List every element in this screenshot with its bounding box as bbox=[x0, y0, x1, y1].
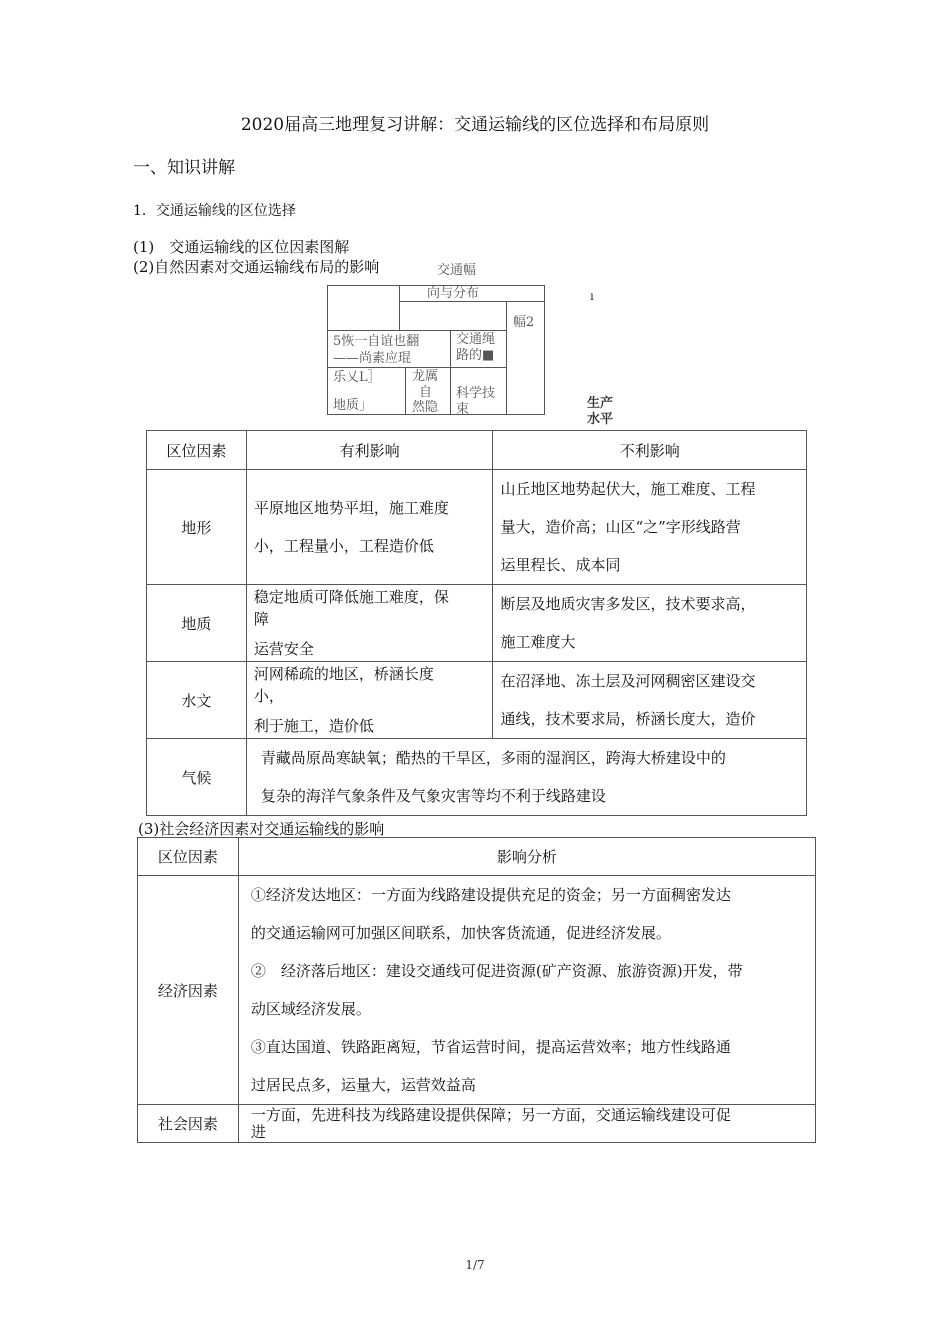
header-analysis: 影响分析 bbox=[238, 838, 815, 876]
row-good-line: 小，工程量小，工程造价低 bbox=[253, 537, 434, 555]
table-row bbox=[138, 876, 816, 1105]
row-bad-line: 断层及地质灾害多发区，技术要求高， bbox=[500, 595, 756, 613]
row-bad-line: 施工难度大 bbox=[500, 633, 576, 651]
row-good-line: 障 bbox=[253, 610, 269, 628]
header-factor: 区位因素 bbox=[138, 838, 239, 876]
row-analysis-line: ①经济发达地区：一方面为线路建设提供充足的资金；另一方面稠密发达 bbox=[250, 886, 731, 904]
diagram-row1-mid-a: 交通绳 bbox=[456, 332, 496, 347]
header-favorable: 有利影响 bbox=[246, 431, 493, 470]
row-good-line: 利于施工，造价低 bbox=[253, 717, 374, 735]
row-analysis-line: 的交通运输网可加强区间联系，加快客货流通，促进经济发展。 bbox=[250, 924, 671, 942]
item-2: (2)自然因素对交通运输线布局的影响 bbox=[133, 258, 380, 276]
header-unfavorable: 不利影响 bbox=[493, 431, 807, 470]
diagram-row2-a: 乐乂L］ bbox=[333, 370, 381, 385]
table-header-row bbox=[147, 431, 807, 470]
diagram-mark: ı bbox=[590, 289, 594, 303]
diagram-right-label: 幅2 bbox=[513, 315, 535, 330]
diagram-mid-box bbox=[399, 301, 507, 331]
table-row bbox=[147, 662, 807, 739]
overlap-label: 交通幅 bbox=[437, 263, 477, 278]
row-merged-line: 复杂的海洋气象条件及气象灾害等均不利于线路建设 bbox=[260, 787, 606, 805]
row-analysis-line: ② 经济落后地区：建设交通线可促进资源(矿产资源、旅游资源)开发，带 bbox=[250, 962, 743, 980]
row-good-line: 稳定地质可降低施工难度，保 bbox=[253, 588, 449, 606]
item-3: (3)社会经济因素对交通运输线的影响 bbox=[138, 820, 385, 838]
row-analysis-line: 过居民点多，运量大，运营效益高 bbox=[250, 1076, 476, 1094]
diagram-row2-b: 地质」 bbox=[333, 398, 373, 413]
table-row bbox=[138, 1105, 816, 1143]
section-heading: 一、知识讲解 bbox=[133, 158, 235, 178]
item-1: (1) 交通运输线的区位因素图解 bbox=[133, 238, 350, 256]
diagram-side-a: 生产 bbox=[587, 396, 614, 411]
row-good-line: 小， bbox=[253, 687, 284, 705]
row-factor: 地质 bbox=[147, 585, 247, 662]
diagram-row1-mid-b: 路的■ bbox=[456, 348, 495, 363]
diagram-row2-c-b: 自 bbox=[419, 385, 433, 400]
row-factor: 气候 bbox=[147, 739, 247, 816]
row-bad-line: 量大，造价高；山区“之”字形线路营 bbox=[500, 518, 741, 536]
diagram-row2-c-a: 龙厲 bbox=[412, 369, 439, 384]
row-analysis-line: 进 bbox=[250, 1122, 266, 1141]
diagram-row1-a: 5恢一自谊也翻 bbox=[333, 334, 420, 349]
diagram-side-b: 水平 bbox=[587, 412, 614, 427]
row-bad-line: 通线，技术要求局，桥涵长度大，造价 bbox=[500, 710, 756, 728]
diagram-header: 向与分布 bbox=[427, 286, 480, 301]
table-row bbox=[147, 585, 807, 662]
diagram-row2-c-c: 然隐 bbox=[412, 400, 439, 415]
row-merged-line: 青藏咼原咼寒缺氧；酷热的干旱区，多雨的湿润区，跨海大桥建设中的 bbox=[260, 749, 726, 767]
row-factor: 水文 bbox=[147, 662, 247, 739]
diagram-row1-b: ——尚素应琨 bbox=[333, 351, 412, 366]
header-factor: 区位因素 bbox=[147, 431, 247, 470]
factor-diagram bbox=[327, 285, 545, 415]
row-bad-line: 运里程长、成本同 bbox=[500, 556, 621, 574]
row-analysis-line: 动区域经济发展。 bbox=[250, 1000, 371, 1018]
social-factor-table bbox=[137, 837, 816, 1143]
page-number: 1/7 bbox=[465, 1258, 485, 1272]
subsection-heading: 1．交通运输线的区位选择 bbox=[133, 203, 296, 219]
table-row bbox=[147, 739, 807, 816]
natural-factor-table bbox=[146, 430, 807, 816]
row-good-line: 河网稀疏的地区，桥涵长度 bbox=[253, 665, 434, 683]
table-row bbox=[147, 470, 807, 585]
diagram-row2-d-a: 科学技 bbox=[456, 386, 496, 401]
row-analysis-line: ③直达国道、铁路距离短，节省运营时间，提高运营效率；地方性线路通 bbox=[250, 1038, 731, 1056]
table-header-row bbox=[138, 838, 816, 876]
diagram-row2-d-b: 束 bbox=[456, 402, 470, 417]
row-good-line: 运营安全 bbox=[253, 640, 314, 658]
row-factor: 地形 bbox=[147, 470, 247, 585]
row-analysis-line: 一方面，先进科技为线路建设提供保障；另一方面，交通运输线建设可促 bbox=[250, 1105, 731, 1124]
row-good-line: 平原地区地势平坦，施工难度 bbox=[253, 499, 449, 517]
row-bad-line: 在沼泽地、冻土层及河网稠密区建设交 bbox=[500, 672, 756, 690]
page-title: 2020届高三地理复习讲解：交通运输线的区位选择和布局原则 bbox=[240, 115, 710, 135]
row-factor: 社会因素 bbox=[138, 1105, 239, 1143]
row-factor: 经济因素 bbox=[138, 876, 239, 1105]
row-bad-line: 山丘地区地势起伏大，施工难度、工程 bbox=[500, 480, 756, 498]
